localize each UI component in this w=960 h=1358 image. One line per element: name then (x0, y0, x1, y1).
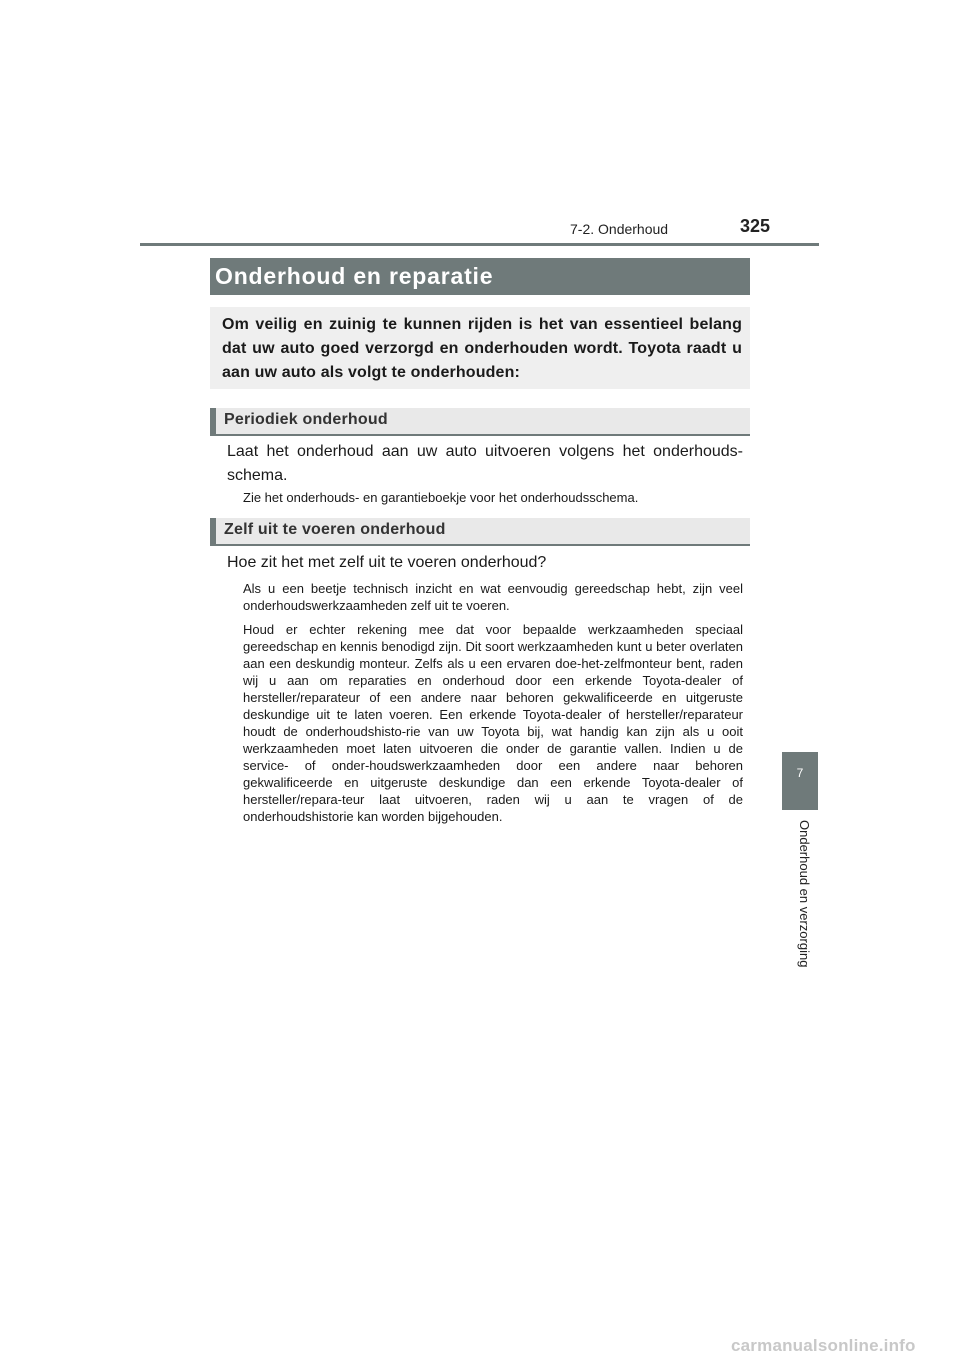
header-rule (140, 243, 819, 246)
page-title: Onderhoud en reparatie (215, 263, 494, 289)
header-section-label: 7-2. Onderhoud (570, 221, 669, 237)
section-lead-periodiek: Laat het onderhoud aan uw auto uitvoeren volgens het onderhouds-schema. (227, 443, 743, 484)
chapter-label: Onderhoud en verzorging (797, 820, 812, 968)
section-accent (210, 518, 216, 546)
section-heading-zelf (210, 518, 750, 546)
section-note-zelf-1: Als u een beetje technisch inzicht en wat eenvoudig gereedschap hebt, zijn veel onderhoudswerkzaamheden zelf uit te voeren. (243, 581, 743, 613)
chapter-tab (782, 752, 818, 810)
section-lead-zelf: Hoe zit het met zelf uit te voeren onderhoud? (227, 554, 547, 571)
section-heading-label: Periodiek onderhoud (224, 411, 388, 428)
section-accent (210, 408, 216, 436)
intro-text: Om veilig en zuinig te kunnen rijden is het van essentieel belang dat uw auto goed verzorgd en onderhouden wordt. Toyota raadt u aan uw auto als volgt te onderhouden: (222, 316, 742, 381)
section-heading-label: Zelf uit te voeren onderhoud (224, 521, 446, 538)
page-number: 325 (740, 216, 771, 236)
watermark: carmanualsonline.info (731, 1336, 916, 1355)
section-note-periodiek: Zie het onderhouds- en garantieboekje voor het onderhoudsschema. (243, 490, 639, 505)
section-heading-periodiek (210, 408, 750, 436)
chapter-number: 7 (796, 766, 804, 780)
section-note-zelf-2: Houd er echter rekening mee dat voor bepaalde werkzaamheden speciaal gereedschap en kennis benodigd zijn. Dit soort werkzaamheden kunt u beter overlaten aan een deskundig monteur. Zelfs als u een ervaren doe-het-zelfmonteur bent, raden wij u aan om reparaties en onderhoud door een erkende Toyota-dealer of hersteller/reparateur of een andere naar behoren gekwalificeerde en uitgeruste deskundige uit te laten voeren. Een erkende Toyota-dealer of hersteller/reparateur houdt de onderhoudshisto-rie van uw Toyota bij, wat handig kan zijn als u ooit werkzaamheden moet laten uitvoeren die onder de garantie vallen. Indien u de service- of onder-houdswerkzaamheden door een andere naar behoren gekwalificeerde en uitgeruste deskundige dan een erkende Toyota-dealer of hersteller/repara-teur laat uitvoeren, raden wij u aan te vragen of de onderhoudshistorie kan worden bijgehouden. (243, 622, 743, 824)
